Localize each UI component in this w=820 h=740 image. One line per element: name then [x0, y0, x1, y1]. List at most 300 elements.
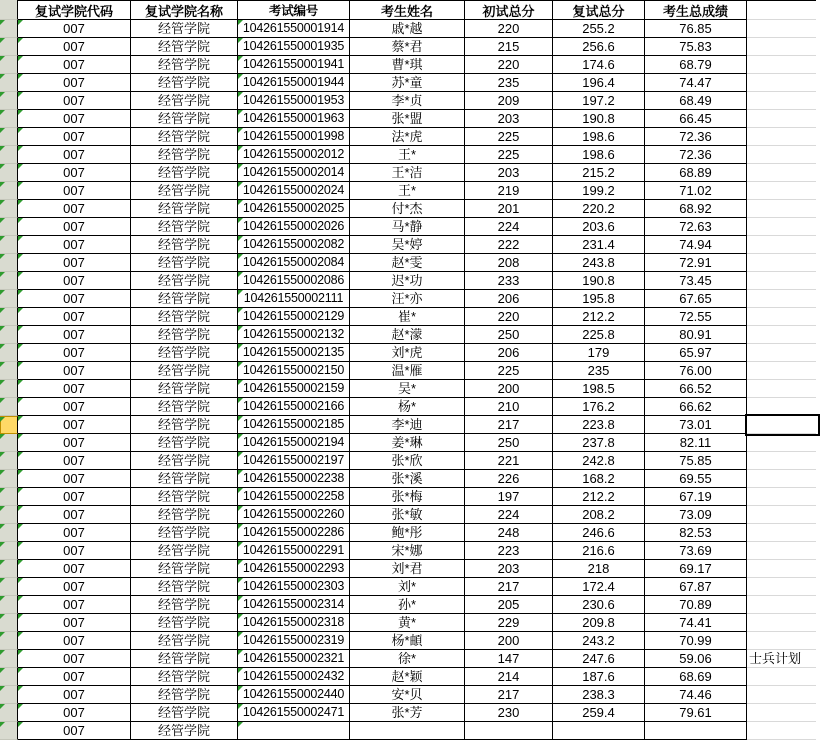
cell-retest-score[interactable] [553, 506, 645, 524]
cell-retest-score[interactable] [553, 560, 645, 578]
cell-candidate-name[interactable] [350, 362, 465, 380]
cell-initial-score[interactable] [465, 92, 553, 110]
cell-total-score[interactable] [645, 380, 747, 398]
cell-note[interactable] [747, 92, 816, 110]
cell-note[interactable] [747, 74, 816, 92]
cell-note[interactable] [747, 236, 816, 254]
cell-retest-score[interactable] [553, 362, 645, 380]
cell-exam-number[interactable] [238, 218, 350, 236]
cell-note[interactable] [747, 704, 816, 722]
row-strip-cell[interactable] [0, 92, 18, 110]
cell-initial-score[interactable] [465, 344, 553, 362]
cell-college-code[interactable] [18, 380, 131, 398]
cell-college-name[interactable] [131, 236, 238, 254]
cell-initial-score[interactable] [465, 272, 553, 290]
row-strip-cell[interactable] [0, 506, 18, 524]
cell-note[interactable] [747, 128, 816, 146]
cell-total-score[interactable] [645, 470, 747, 488]
cell-exam-number[interactable] [238, 416, 350, 434]
cell-college-code[interactable] [18, 182, 131, 200]
cell-initial-score[interactable] [465, 542, 553, 560]
cell-total-score[interactable] [645, 128, 747, 146]
cell-exam-number[interactable] [238, 596, 350, 614]
cell-college-name[interactable] [131, 452, 238, 470]
cell-candidate-name[interactable] [350, 596, 465, 614]
cell-retest-score[interactable] [553, 20, 645, 38]
cell-candidate-name[interactable] [350, 146, 465, 164]
cell-candidate-name[interactable] [350, 650, 465, 668]
cell-college-name[interactable] [131, 110, 238, 128]
cell-college-code[interactable] [18, 326, 131, 344]
cell-note[interactable] [747, 20, 816, 38]
cell-initial-score[interactable] [465, 56, 553, 74]
cell-note[interactable] [747, 632, 816, 650]
cell-initial-score[interactable] [465, 362, 553, 380]
row-strip-cell[interactable] [0, 326, 18, 344]
cell-college-name[interactable] [131, 308, 238, 326]
cell-college-name[interactable] [131, 20, 238, 38]
cell-candidate-name[interactable] [350, 110, 465, 128]
cell-total-score[interactable] [645, 650, 747, 668]
cell-exam-number[interactable] [238, 362, 350, 380]
cell-candidate-name[interactable] [350, 506, 465, 524]
cell-candidate-name[interactable] [350, 614, 465, 632]
cell-college-code[interactable] [18, 434, 131, 452]
cell-college-name[interactable] [131, 614, 238, 632]
row-strip-cell[interactable] [0, 524, 18, 542]
cell-college-code[interactable] [18, 146, 131, 164]
cell-total-score[interactable] [645, 38, 747, 56]
cell-note[interactable] [747, 488, 816, 506]
cell-college-name[interactable] [131, 650, 238, 668]
column-header-total-score[interactable]: 考生总成绩 [645, 0, 747, 20]
cell-college-code[interactable] [18, 290, 131, 308]
cell-retest-score[interactable] [553, 686, 645, 704]
cell-note[interactable] [747, 380, 816, 398]
cell-college-name[interactable] [131, 398, 238, 416]
cell-college-code[interactable] [18, 164, 131, 182]
cell-exam-number[interactable] [238, 452, 350, 470]
cell-college-code[interactable] [18, 650, 131, 668]
cell-candidate-name[interactable] [350, 686, 465, 704]
cell-candidate-name[interactable] [350, 200, 465, 218]
cell-initial-score[interactable] [465, 38, 553, 56]
cell-initial-score[interactable] [465, 686, 553, 704]
row-strip-cell[interactable] [0, 434, 18, 452]
cell-college-code[interactable] [18, 254, 131, 272]
cell-exam-number[interactable] [238, 398, 350, 416]
cell-college-code[interactable] [18, 452, 131, 470]
cell-retest-score[interactable] [553, 344, 645, 362]
row-strip-cell[interactable] [0, 704, 18, 722]
cell-exam-number[interactable] [238, 272, 350, 290]
cell-total-score[interactable] [645, 596, 747, 614]
selected-cell[interactable] [745, 414, 820, 436]
cell-exam-number[interactable] [238, 578, 350, 596]
cell-candidate-name[interactable] [350, 128, 465, 146]
row-strip-cell[interactable] [0, 308, 18, 326]
row-strip-cell[interactable] [0, 236, 18, 254]
cell-college-name[interactable] [131, 272, 238, 290]
cell-candidate-name[interactable] [350, 416, 465, 434]
row-strip-cell[interactable] [0, 290, 18, 308]
cell-exam-number[interactable] [238, 74, 350, 92]
cell-candidate-name[interactable] [350, 542, 465, 560]
cell-total-score[interactable] [645, 200, 747, 218]
cell-total-score[interactable] [645, 254, 747, 272]
cell-candidate-name[interactable] [350, 452, 465, 470]
cell-exam-number[interactable] [238, 182, 350, 200]
cell-college-code[interactable] [18, 704, 131, 722]
cell-candidate-name[interactable] [350, 398, 465, 416]
cell-initial-score[interactable] [465, 560, 553, 578]
cell-exam-number[interactable] [238, 488, 350, 506]
cell-initial-score[interactable] [465, 722, 553, 740]
cell-retest-score[interactable] [553, 272, 645, 290]
cell-initial-score[interactable] [465, 380, 553, 398]
cell-exam-number[interactable] [238, 254, 350, 272]
cell-college-code[interactable] [18, 362, 131, 380]
cell-retest-score[interactable] [553, 542, 645, 560]
cell-initial-score[interactable] [465, 146, 553, 164]
cell-note[interactable] [747, 524, 816, 542]
cell-total-score[interactable] [645, 74, 747, 92]
cell-college-name[interactable] [131, 578, 238, 596]
cell-candidate-name[interactable] [350, 38, 465, 56]
row-strip-cell[interactable] [0, 56, 18, 74]
column-header-empty[interactable] [747, 0, 816, 20]
cell-note[interactable] [747, 686, 816, 704]
cell-total-score[interactable] [645, 236, 747, 254]
cell-candidate-name[interactable] [350, 488, 465, 506]
row-strip-cell[interactable] [0, 38, 18, 56]
cell-college-code[interactable] [18, 74, 131, 92]
row-strip-cell[interactable] [0, 614, 18, 632]
cell-college-code[interactable] [18, 632, 131, 650]
cell-retest-score[interactable] [553, 200, 645, 218]
cell-initial-score[interactable] [465, 74, 553, 92]
cell-college-code[interactable] [18, 200, 131, 218]
cell-college-name[interactable] [131, 506, 238, 524]
cell-initial-score[interactable] [465, 614, 553, 632]
cell-retest-score[interactable] [553, 668, 645, 686]
cell-college-code[interactable] [18, 560, 131, 578]
row-strip-cell[interactable] [0, 380, 18, 398]
cell-note[interactable] [747, 506, 816, 524]
cell-retest-score[interactable] [553, 182, 645, 200]
cell-college-name[interactable] [131, 200, 238, 218]
cell-exam-number[interactable] [238, 56, 350, 74]
cell-college-name[interactable] [131, 146, 238, 164]
cell-exam-number[interactable] [238, 128, 350, 146]
cell-college-name[interactable] [131, 38, 238, 56]
cell-retest-score[interactable] [553, 452, 645, 470]
row-strip-cell[interactable] [0, 470, 18, 488]
row-strip-cell[interactable] [0, 128, 18, 146]
cell-initial-score[interactable] [465, 398, 553, 416]
cell-total-score[interactable] [645, 722, 747, 740]
cell-initial-score[interactable] [465, 434, 553, 452]
cell-candidate-name[interactable] [350, 56, 465, 74]
cell-initial-score[interactable] [465, 236, 553, 254]
row-strip-cell[interactable] [0, 578, 18, 596]
cell-total-score[interactable] [645, 272, 747, 290]
cell-initial-score[interactable] [465, 650, 553, 668]
cell-total-score[interactable] [645, 92, 747, 110]
column-header-retest-score[interactable]: 复试总分 [553, 0, 645, 20]
cell-exam-number[interactable] [238, 560, 350, 578]
cell-initial-score[interactable] [465, 452, 553, 470]
cell-note[interactable] [747, 470, 816, 488]
cell-note[interactable] [747, 56, 816, 74]
cell-note[interactable] [747, 614, 816, 632]
cell-initial-score[interactable] [465, 488, 553, 506]
cell-total-score[interactable] [645, 560, 747, 578]
cell-exam-number[interactable] [238, 38, 350, 56]
cell-note[interactable] [747, 650, 816, 668]
cell-candidate-name[interactable] [350, 470, 465, 488]
cell-college-code[interactable] [18, 470, 131, 488]
cell-exam-number[interactable] [238, 704, 350, 722]
cell-exam-number[interactable] [238, 146, 350, 164]
cell-initial-score[interactable] [465, 128, 553, 146]
cell-initial-score[interactable] [465, 524, 553, 542]
cell-college-name[interactable] [131, 524, 238, 542]
cell-initial-score[interactable] [465, 596, 553, 614]
cell-retest-score[interactable] [553, 326, 645, 344]
cell-total-score[interactable] [645, 110, 747, 128]
row-strip-cell[interactable] [0, 344, 18, 362]
cell-note[interactable] [747, 272, 816, 290]
row-strip-cell[interactable] [0, 20, 18, 38]
cell-college-code[interactable] [18, 488, 131, 506]
cell-college-name[interactable] [131, 290, 238, 308]
cell-college-name[interactable] [131, 362, 238, 380]
cell-total-score[interactable] [645, 146, 747, 164]
column-header-college-name[interactable]: 复试学院名称 [131, 0, 238, 20]
cell-candidate-name[interactable] [350, 74, 465, 92]
cell-retest-score[interactable] [553, 146, 645, 164]
cell-candidate-name[interactable] [350, 20, 465, 38]
cell-candidate-name[interactable] [350, 254, 465, 272]
cell-college-code[interactable] [18, 344, 131, 362]
row-strip-cell[interactable] [0, 452, 18, 470]
cell-retest-score[interactable] [553, 578, 645, 596]
cell-note[interactable] [747, 110, 816, 128]
cell-college-code[interactable] [18, 686, 131, 704]
cell-total-score[interactable] [645, 506, 747, 524]
row-strip-cell[interactable] [0, 416, 18, 434]
cell-note[interactable] [747, 290, 816, 308]
cell-candidate-name[interactable] [350, 722, 465, 740]
row-strip-cell[interactable] [0, 146, 18, 164]
cell-college-code[interactable] [18, 398, 131, 416]
row-strip-cell[interactable] [0, 272, 18, 290]
cell-candidate-name[interactable] [350, 578, 465, 596]
cell-initial-score[interactable] [465, 416, 553, 434]
cell-candidate-name[interactable] [350, 344, 465, 362]
cell-exam-number[interactable] [238, 614, 350, 632]
cell-college-name[interactable] [131, 164, 238, 182]
cell-college-code[interactable] [18, 668, 131, 686]
cell-note[interactable] [747, 200, 816, 218]
cell-college-name[interactable] [131, 218, 238, 236]
cell-initial-score[interactable] [465, 668, 553, 686]
cell-note[interactable] [747, 668, 816, 686]
cell-candidate-name[interactable] [350, 524, 465, 542]
cell-candidate-name[interactable] [350, 434, 465, 452]
cell-note[interactable] [747, 38, 816, 56]
column-header-candidate-name[interactable]: 考生姓名 [350, 0, 465, 20]
cell-initial-score[interactable] [465, 200, 553, 218]
cell-retest-score[interactable] [553, 110, 645, 128]
row-strip-cell[interactable] [0, 254, 18, 272]
cell-exam-number[interactable] [238, 632, 350, 650]
cell-college-name[interactable] [131, 344, 238, 362]
cell-total-score[interactable] [645, 524, 747, 542]
cell-exam-number[interactable] [238, 506, 350, 524]
cell-exam-number[interactable] [238, 722, 350, 740]
cell-college-code[interactable] [18, 722, 131, 740]
cell-retest-score[interactable] [553, 416, 645, 434]
cell-initial-score[interactable] [465, 308, 553, 326]
cell-exam-number[interactable] [238, 380, 350, 398]
cell-initial-score[interactable] [465, 182, 553, 200]
cell-college-name[interactable] [131, 704, 238, 722]
cell-retest-score[interactable] [553, 92, 645, 110]
cell-retest-score[interactable] [553, 218, 645, 236]
cell-total-score[interactable] [645, 704, 747, 722]
cell-total-score[interactable] [645, 182, 747, 200]
cell-exam-number[interactable] [238, 92, 350, 110]
cell-candidate-name[interactable] [350, 560, 465, 578]
row-strip-cell[interactable] [0, 182, 18, 200]
row-strip-cell[interactable] [0, 218, 18, 236]
cell-note[interactable] [747, 254, 816, 272]
cell-note[interactable] [747, 722, 816, 740]
row-strip-cell[interactable] [0, 650, 18, 668]
cell-college-code[interactable] [18, 506, 131, 524]
row-strip-cell[interactable] [0, 542, 18, 560]
cell-college-code[interactable] [18, 596, 131, 614]
cell-college-code[interactable] [18, 92, 131, 110]
cell-note[interactable] [747, 362, 816, 380]
cell-initial-score[interactable] [465, 254, 553, 272]
row-strip-cell[interactable] [0, 164, 18, 182]
cell-note[interactable] [747, 596, 816, 614]
cell-initial-score[interactable] [465, 290, 553, 308]
cell-college-name[interactable] [131, 74, 238, 92]
cell-college-name[interactable] [131, 488, 238, 506]
cell-exam-number[interactable] [238, 470, 350, 488]
cell-total-score[interactable] [645, 164, 747, 182]
cell-candidate-name[interactable] [350, 704, 465, 722]
cell-college-name[interactable] [131, 542, 238, 560]
cell-total-score[interactable] [645, 686, 747, 704]
cell-college-name[interactable] [131, 92, 238, 110]
cell-college-code[interactable] [18, 128, 131, 146]
cell-note[interactable] [747, 146, 816, 164]
cell-exam-number[interactable] [238, 668, 350, 686]
cell-total-score[interactable] [645, 308, 747, 326]
cell-college-name[interactable] [131, 470, 238, 488]
cell-college-code[interactable] [18, 308, 131, 326]
cell-college-code[interactable] [18, 542, 131, 560]
cell-retest-score[interactable] [553, 290, 645, 308]
cell-retest-score[interactable] [553, 164, 645, 182]
cell-college-name[interactable] [131, 668, 238, 686]
cell-retest-score[interactable] [553, 308, 645, 326]
cell-initial-score[interactable] [465, 704, 553, 722]
cell-exam-number[interactable] [238, 434, 350, 452]
cell-college-code[interactable] [18, 578, 131, 596]
cell-retest-score[interactable] [553, 722, 645, 740]
cell-retest-score[interactable] [553, 56, 645, 74]
cell-total-score[interactable] [645, 416, 747, 434]
cell-college-name[interactable] [131, 56, 238, 74]
cell-college-code[interactable] [18, 20, 131, 38]
cell-retest-score[interactable] [553, 632, 645, 650]
cell-total-score[interactable] [645, 218, 747, 236]
row-strip-cell[interactable] [0, 560, 18, 578]
cell-college-name[interactable] [131, 560, 238, 578]
cell-college-code[interactable] [18, 218, 131, 236]
cell-retest-score[interactable] [553, 236, 645, 254]
row-strip-cell[interactable] [0, 632, 18, 650]
cell-total-score[interactable] [645, 362, 747, 380]
cell-college-name[interactable] [131, 128, 238, 146]
cell-candidate-name[interactable] [350, 632, 465, 650]
cell-retest-score[interactable] [553, 488, 645, 506]
cell-exam-number[interactable] [238, 20, 350, 38]
cell-initial-score[interactable] [465, 632, 553, 650]
cell-total-score[interactable] [645, 542, 747, 560]
cell-exam-number[interactable] [238, 524, 350, 542]
cell-exam-number[interactable] [238, 686, 350, 704]
cell-exam-number[interactable] [238, 326, 350, 344]
cell-total-score[interactable] [645, 326, 747, 344]
cell-initial-score[interactable] [465, 470, 553, 488]
cell-college-code[interactable] [18, 272, 131, 290]
cell-total-score[interactable] [645, 452, 747, 470]
cell-initial-score[interactable] [465, 110, 553, 128]
cell-initial-score[interactable] [465, 326, 553, 344]
row-strip-cell[interactable] [0, 686, 18, 704]
cell-total-score[interactable] [645, 290, 747, 308]
row-strip-cell[interactable] [0, 200, 18, 218]
cell-college-name[interactable] [131, 632, 238, 650]
cell-exam-number[interactable] [238, 308, 350, 326]
cell-exam-number[interactable] [238, 200, 350, 218]
cell-college-name[interactable] [131, 596, 238, 614]
cell-candidate-name[interactable] [350, 92, 465, 110]
cell-note[interactable] [747, 182, 816, 200]
cell-note[interactable] [747, 560, 816, 578]
cell-candidate-name[interactable] [350, 182, 465, 200]
cell-college-code[interactable] [18, 524, 131, 542]
cell-total-score[interactable] [645, 578, 747, 596]
row-strip-cell[interactable] [0, 668, 18, 686]
cell-college-code[interactable] [18, 56, 131, 74]
cell-retest-score[interactable] [553, 704, 645, 722]
cell-college-name[interactable] [131, 722, 238, 740]
cell-note[interactable] [747, 542, 816, 560]
cell-retest-score[interactable] [553, 380, 645, 398]
cell-retest-score[interactable] [553, 614, 645, 632]
cell-college-name[interactable] [131, 182, 238, 200]
cell-initial-score[interactable] [465, 218, 553, 236]
cell-candidate-name[interactable] [350, 326, 465, 344]
